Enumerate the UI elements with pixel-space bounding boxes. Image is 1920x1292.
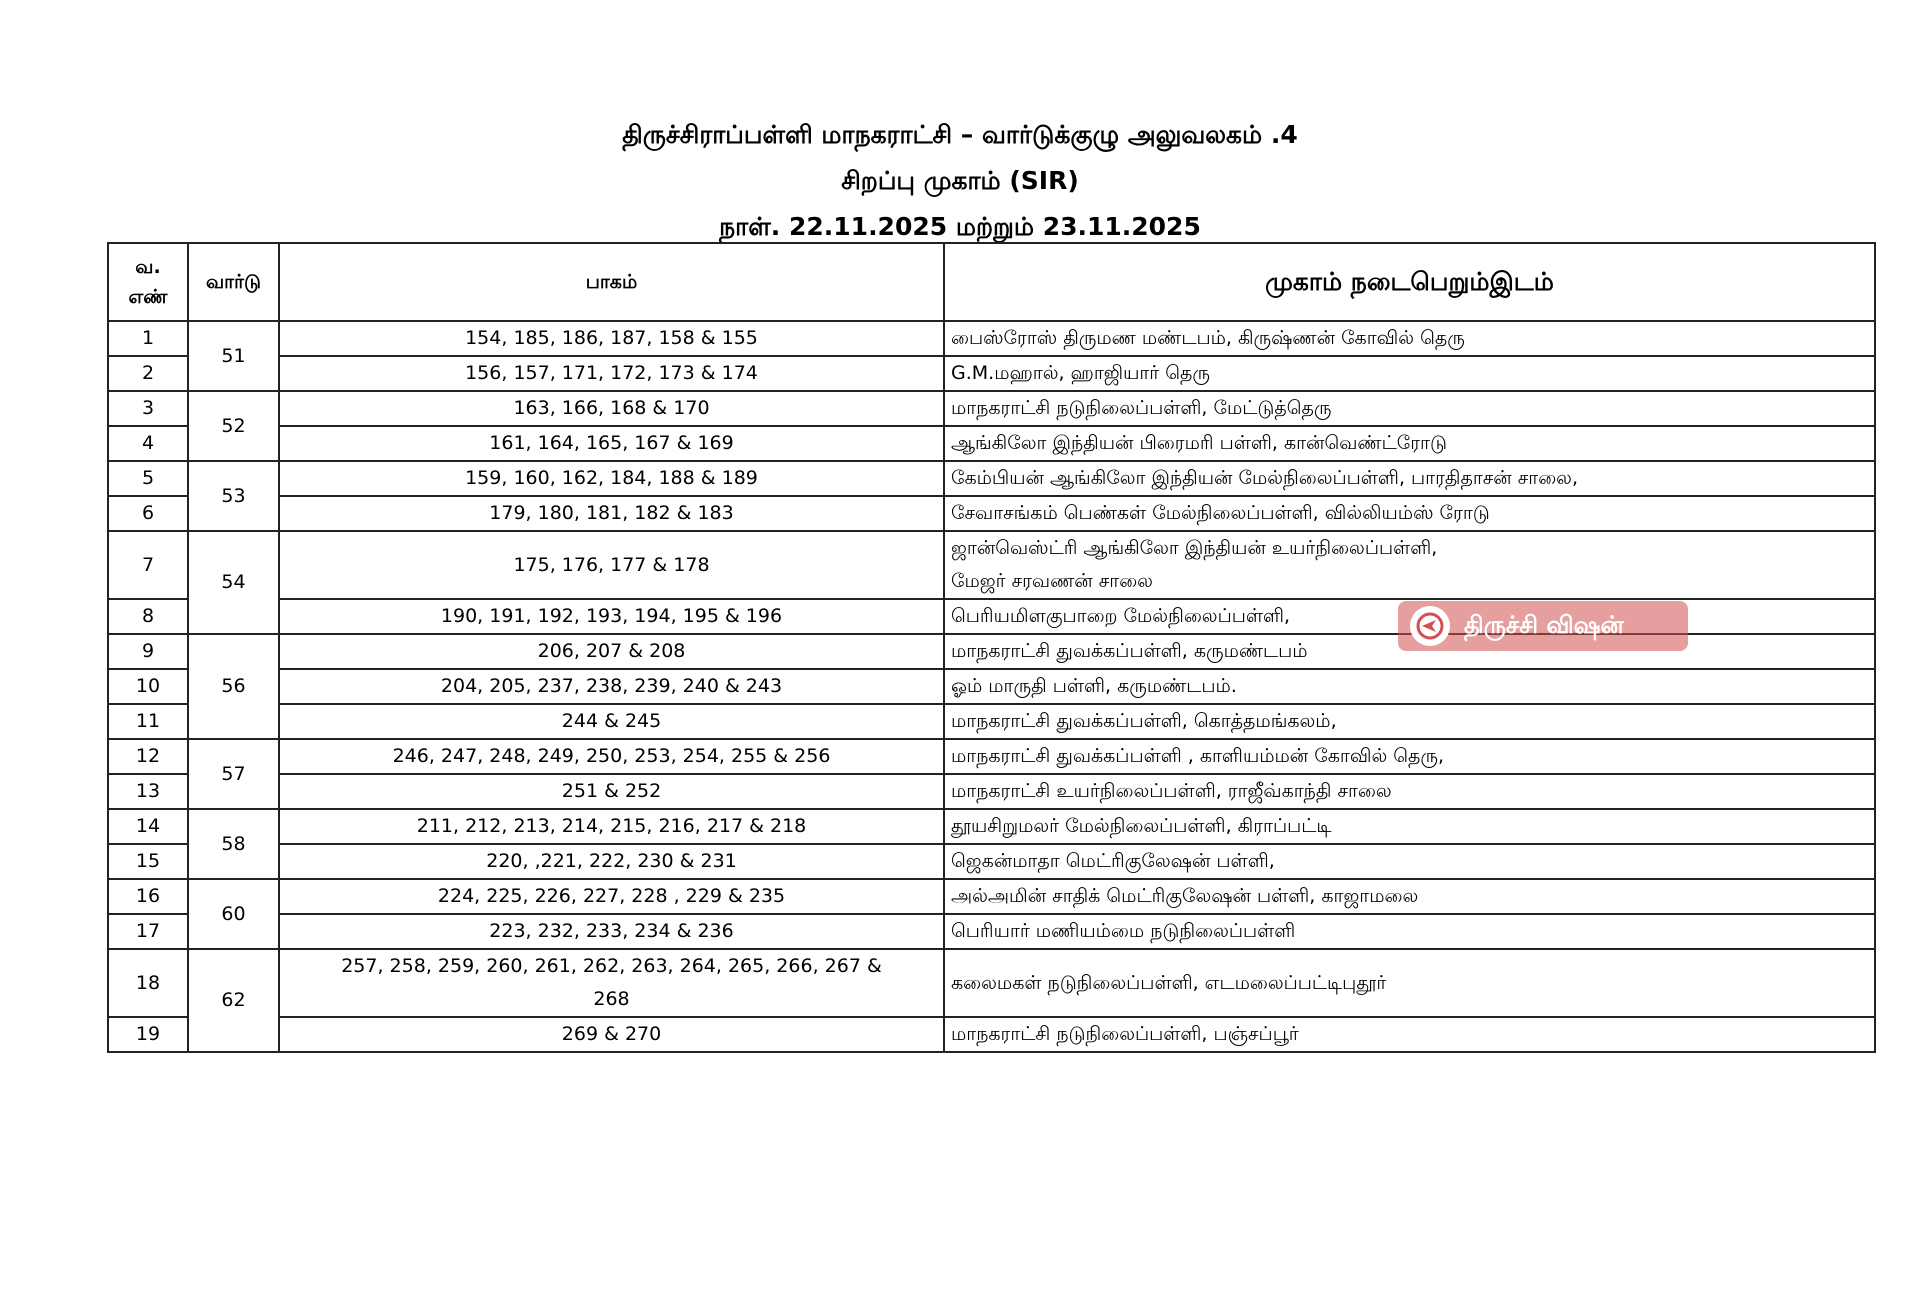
serial-number-cell: 5 bbox=[108, 461, 188, 496]
serial-number-cell: 19 bbox=[108, 1017, 188, 1052]
serial-number-cell: 11 bbox=[108, 704, 188, 739]
serial-number-cell: 3 bbox=[108, 391, 188, 426]
serial-number-cell: 17 bbox=[108, 914, 188, 949]
table-row bbox=[108, 391, 1875, 426]
ward-header: வார்டு bbox=[188, 243, 279, 321]
parts-cell: 220, ,221, 222, 230 & 231 bbox=[279, 844, 944, 879]
table-row bbox=[108, 356, 1875, 391]
parts-cell: 159, 160, 162, 184, 188 & 189 bbox=[279, 461, 944, 496]
location-cell: ஆங்கிலோ இந்தியன் பிரைமரி பள்ளி, கான்வெண்ட்ரோடு bbox=[944, 426, 1875, 461]
location-cell: பெரியார் மணியம்மை நடுநிலைப்பள்ளி bbox=[944, 914, 1875, 949]
parts-cell: 154, 185, 186, 187, 158 & 155 bbox=[279, 321, 944, 356]
location-cell: கேம்பியன் ஆங்கிலோ இந்தியன் மேல்நிலைப்பள்ளி, பாரதிதாசன் சாலை, bbox=[944, 461, 1875, 496]
ward-cell: 51 bbox=[188, 321, 279, 391]
serial-number-cell: 12 bbox=[108, 739, 188, 774]
table-row bbox=[108, 879, 1875, 914]
table-row bbox=[108, 809, 1875, 844]
table-row bbox=[108, 461, 1875, 496]
parts-cell: 246, 247, 248, 249, 250, 253, 254, 255 & 256 bbox=[279, 739, 944, 774]
serial-number-cell: 16 bbox=[108, 879, 188, 914]
serial-number-cell: 10 bbox=[108, 669, 188, 704]
location-cell: மாநகராட்சி துவக்கப்பள்ளி, கருமண்டபம் bbox=[944, 634, 1875, 669]
serial-number-cell: 9 bbox=[108, 634, 188, 669]
table-row bbox=[108, 426, 1875, 461]
location-cell: சேவாசங்கம் பெண்கள் மேல்நிலைப்பள்ளி, வில்லியம்ஸ் ரோடு bbox=[944, 496, 1875, 531]
table-row bbox=[108, 774, 1875, 809]
location-cell: ஜான்வெஸ்ட்ரி ஆங்கிலோ இந்தியன் உயர்நிலைப்பள்ளி, மேஜர் சரவணன் சாலை bbox=[944, 531, 1875, 599]
watermark-text: திருச்சி விஷன் bbox=[1464, 610, 1624, 639]
table-row bbox=[108, 914, 1875, 949]
location-cell: ஓம் மாருதி பள்ளி, கருமண்டபம். bbox=[944, 669, 1875, 704]
parts-cell: 223, 232, 233, 234 & 236 bbox=[279, 914, 944, 949]
serial-number-cell: 13 bbox=[108, 774, 188, 809]
parts-cell: 206, 207 & 208 bbox=[279, 634, 944, 669]
camp-dates: நாள். 22.11.2025 மற்றும் 23.11.2025 bbox=[719, 212, 1201, 241]
location-cell: கலைமகள் நடுநிலைப்பள்ளி, எடமலைப்பட்டிபுதூர் bbox=[944, 949, 1875, 1017]
location-cell: மாநகராட்சி துவக்கப்பள்ளி , காளியம்மன் கோவில் தெரு, bbox=[944, 739, 1875, 774]
ward-cell: 52 bbox=[188, 391, 279, 461]
serial-number-cell: 14 bbox=[108, 809, 188, 844]
location-cell: மாநகராட்சி நடுநிலைப்பள்ளி, பஞ்சப்பூர் bbox=[944, 1017, 1875, 1052]
ward-cell: 60 bbox=[188, 879, 279, 949]
location-cell: பெரியமிளகுபாறை மேல்நிலைப்பள்ளி, bbox=[944, 599, 1875, 634]
serial-number-cell: 6 bbox=[108, 496, 188, 531]
serial-number-cell: 2 bbox=[108, 356, 188, 391]
ward-cell: 57 bbox=[188, 739, 279, 809]
vision-logo-icon bbox=[1410, 606, 1450, 646]
parts-cell: 244 & 245 bbox=[279, 704, 944, 739]
serial-number-cell: 18 bbox=[108, 949, 188, 1017]
table-row bbox=[108, 496, 1875, 531]
watermark-badge bbox=[1398, 601, 1688, 651]
table-row bbox=[108, 949, 1875, 1017]
parts-cell: 257, 258, 259, 260, 261, 262, 263, 264, 265, 266, 267 & 268 bbox=[279, 949, 944, 1017]
table-header-row bbox=[108, 243, 1875, 321]
parts-cell: 224, 225, 226, 227, 228 , 229 & 235 bbox=[279, 879, 944, 914]
parts-cell: 175, 176, 177 & 178 bbox=[279, 531, 944, 599]
serial-number-cell: 8 bbox=[108, 599, 188, 634]
parts-cell: 269 & 270 bbox=[279, 1017, 944, 1052]
location-cell: மாநகராட்சி உயர்நிலைப்பள்ளி, ராஜீவ்காந்தி சாலை bbox=[944, 774, 1875, 809]
location-cell: மாநகராட்சி நடுநிலைப்பள்ளி, மேட்டுத்தெரு bbox=[944, 391, 1875, 426]
table-row bbox=[108, 704, 1875, 739]
table-row bbox=[108, 669, 1875, 704]
parts-cell: 190, 191, 192, 193, 194, 195 & 196 bbox=[279, 599, 944, 634]
location-cell: பைஸ்ரோஸ் திருமண மண்டபம், கிருஷ்ணன் கோவில் தெரு bbox=[944, 321, 1875, 356]
location-cell: மாநகராட்சி துவக்கப்பள்ளி, கொத்தமங்கலம், bbox=[944, 704, 1875, 739]
camp-location-header: முகாம் நடைபெறும்இடம் bbox=[944, 243, 1875, 321]
location-cell: அல்அமின் சாதிக் மெட்ரிகுலேஷன் பள்ளி, காஜாமலை bbox=[944, 879, 1875, 914]
ward-cell: 53 bbox=[188, 461, 279, 531]
parts-cell: 251 & 252 bbox=[279, 774, 944, 809]
table-row bbox=[108, 844, 1875, 879]
parts-cell: 163, 166, 168 & 170 bbox=[279, 391, 944, 426]
ward-cell: 62 bbox=[188, 949, 279, 1052]
serial-number-cell: 7 bbox=[108, 531, 188, 599]
parts-cell: 204, 205, 237, 238, 239, 240 & 243 bbox=[279, 669, 944, 704]
location-cell: ஜெகன்மாதா மெட்ரிகுலேஷன் பள்ளி, bbox=[944, 844, 1875, 879]
office-title: திருச்சிராப்பள்ளி மாநகராட்சி – வார்டுக்குழு அலுவலகம் .4 bbox=[622, 120, 1298, 149]
ward-cell: 58 bbox=[188, 809, 279, 879]
table-row bbox=[108, 531, 1875, 599]
serial-number-cell: 1 bbox=[108, 321, 188, 356]
camp-title: சிறப்பு முகாம் (SIR) bbox=[841, 166, 1079, 195]
parts-cell: 161, 164, 165, 167 & 169 bbox=[279, 426, 944, 461]
serial-number-cell: 15 bbox=[108, 844, 188, 879]
table-row bbox=[108, 739, 1875, 774]
parts-header: பாகம் bbox=[279, 243, 944, 321]
serial-number-header: வ. எண் bbox=[108, 243, 188, 321]
parts-cell: 179, 180, 181, 182 & 183 bbox=[279, 496, 944, 531]
ward-cell: 54 bbox=[188, 531, 279, 634]
document-header bbox=[0, 112, 1920, 250]
ward-cell: 56 bbox=[188, 634, 279, 739]
parts-cell: 156, 157, 171, 172, 173 & 174 bbox=[279, 356, 944, 391]
table-row bbox=[108, 1017, 1875, 1052]
serial-number-cell: 4 bbox=[108, 426, 188, 461]
parts-cell: 211, 212, 213, 214, 215, 216, 217 & 218 bbox=[279, 809, 944, 844]
location-cell: G.M.மஹால், ஹாஜியார் தெரு bbox=[944, 356, 1875, 391]
location-cell: தூயசிறுமலர் மேல்நிலைப்பள்ளி, கிராப்பட்டி bbox=[944, 809, 1875, 844]
table-row bbox=[108, 321, 1875, 356]
